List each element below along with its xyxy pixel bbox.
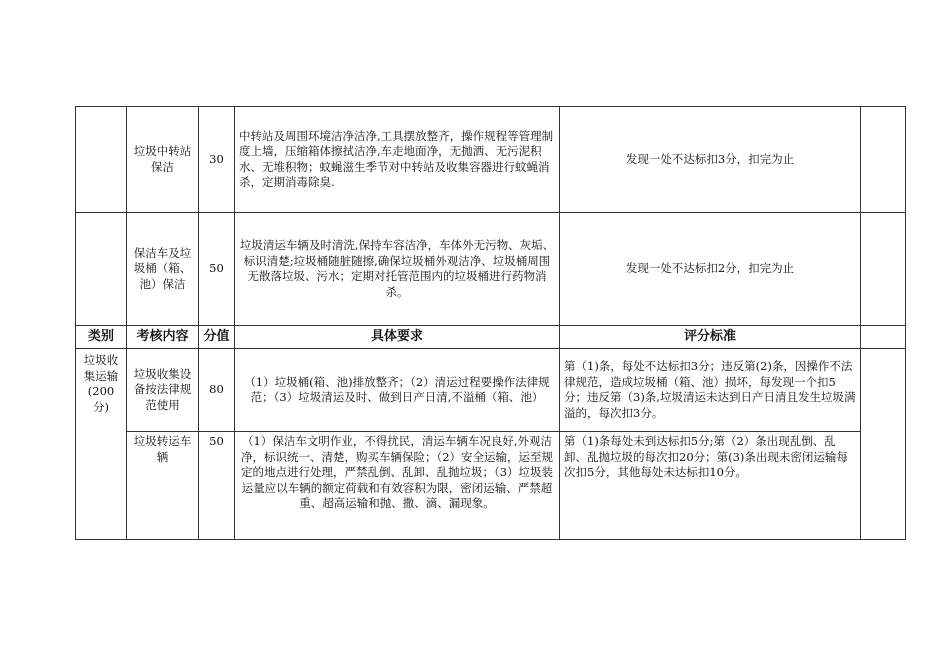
score-cell: 80 bbox=[199, 349, 235, 432]
extra-cell bbox=[861, 107, 906, 213]
requirements-cell: （1）保洁车文明作业，不得扰民，清运车辆车况良好,外观洁净，标识统一、清楚，购买车辆保险；（2）安全运输，运至规定的地点进行处理，严禁乱倒、乱卸、乱抛垃圾；（3）垃圾装运量应以车辆的额定荷载和有效容积为限，密闭运输、严禁超重、超高运输和抛、撒、滴、漏现象。 bbox=[235, 432, 560, 540]
header-item: 考核内容 bbox=[127, 326, 199, 349]
criteria-cell: 发现一处不达标扣3分，扣完为止 bbox=[560, 107, 861, 213]
header-category: 类别 bbox=[76, 326, 127, 349]
requirements-cell: （1）垃圾桶(箱、池)排放整齐；（2）清运过程要操作法律规范；（3）垃圾清运及时、做到日产日清,不溢桶（箱、池） bbox=[235, 349, 560, 432]
header-score: 分值 bbox=[199, 326, 235, 349]
score-cell: 50 bbox=[199, 213, 235, 326]
extra-cell bbox=[861, 349, 906, 540]
item-cell: 保洁车及垃圾桶（箱、池）保洁 bbox=[127, 213, 199, 326]
header-extra bbox=[861, 326, 906, 349]
extra-cell bbox=[861, 213, 906, 326]
table-row bbox=[76, 349, 906, 432]
criteria-cell: 发现一处不达标扣2分，扣完为止 bbox=[560, 213, 861, 326]
table-row bbox=[76, 107, 906, 213]
category-cell-empty bbox=[76, 107, 127, 213]
requirements-cell: 垃圾清运车辆及时清洗,保持车容洁净，车体外无污物、灰垢、标识清楚;垃圾桶随脏随擦,确保垃圾桶外观洁净、垃圾桶周围无散落垃圾、污水；定期对托管范围内的垃圾桶进行药物消杀。 bbox=[235, 213, 560, 326]
header-requirements: 具体要求 bbox=[235, 326, 560, 349]
table-header-row bbox=[76, 326, 906, 349]
criteria-cell: 第（1)条每处未到达标扣5分;第（2）条出现乱倒、乱卸、乱抛垃圾的每次扣20分；第(3)条出现未密闭运输每次扣5分，其他每处未达标扣10分。 bbox=[560, 432, 861, 540]
score-cell: 30 bbox=[199, 107, 235, 213]
table-row bbox=[76, 213, 906, 326]
table-row bbox=[76, 432, 906, 540]
criteria-cell: 第（1)条，每处不达标扣3分；违反第(2)条，因操作不法律规范，造成垃圾桶（箱、池）损坏，每发现一个扣5分；违反第（3)条,垃圾清运未达到日产日清且发生垃圾满溢的，每次扣3分。 bbox=[560, 349, 861, 432]
item-cell: 垃圾中转站保洁 bbox=[127, 107, 199, 213]
category-cell-empty bbox=[76, 213, 127, 326]
assessment-table bbox=[75, 106, 906, 540]
header-criteria: 评分标准 bbox=[560, 326, 861, 349]
item-cell: 垃圾收集设备按法律规范使用 bbox=[127, 349, 199, 432]
score-cell: 50 bbox=[199, 432, 235, 540]
item-cell: 垃圾转运车辆 bbox=[127, 432, 199, 540]
requirements-cell: 中转站及周围环境洁净洁净,工具摆放整齐，操作规程等管理制度上墙，压缩箱体擦拭洁净,车走地面净，无抛洒、无污泥积水、无堆积物；蚊蝇滋生季节对中转站及收集容器进行蚊蝇消杀，定期消毒除臭. bbox=[235, 107, 560, 213]
category-cell: 垃圾收集运输(200分) bbox=[76, 349, 127, 540]
